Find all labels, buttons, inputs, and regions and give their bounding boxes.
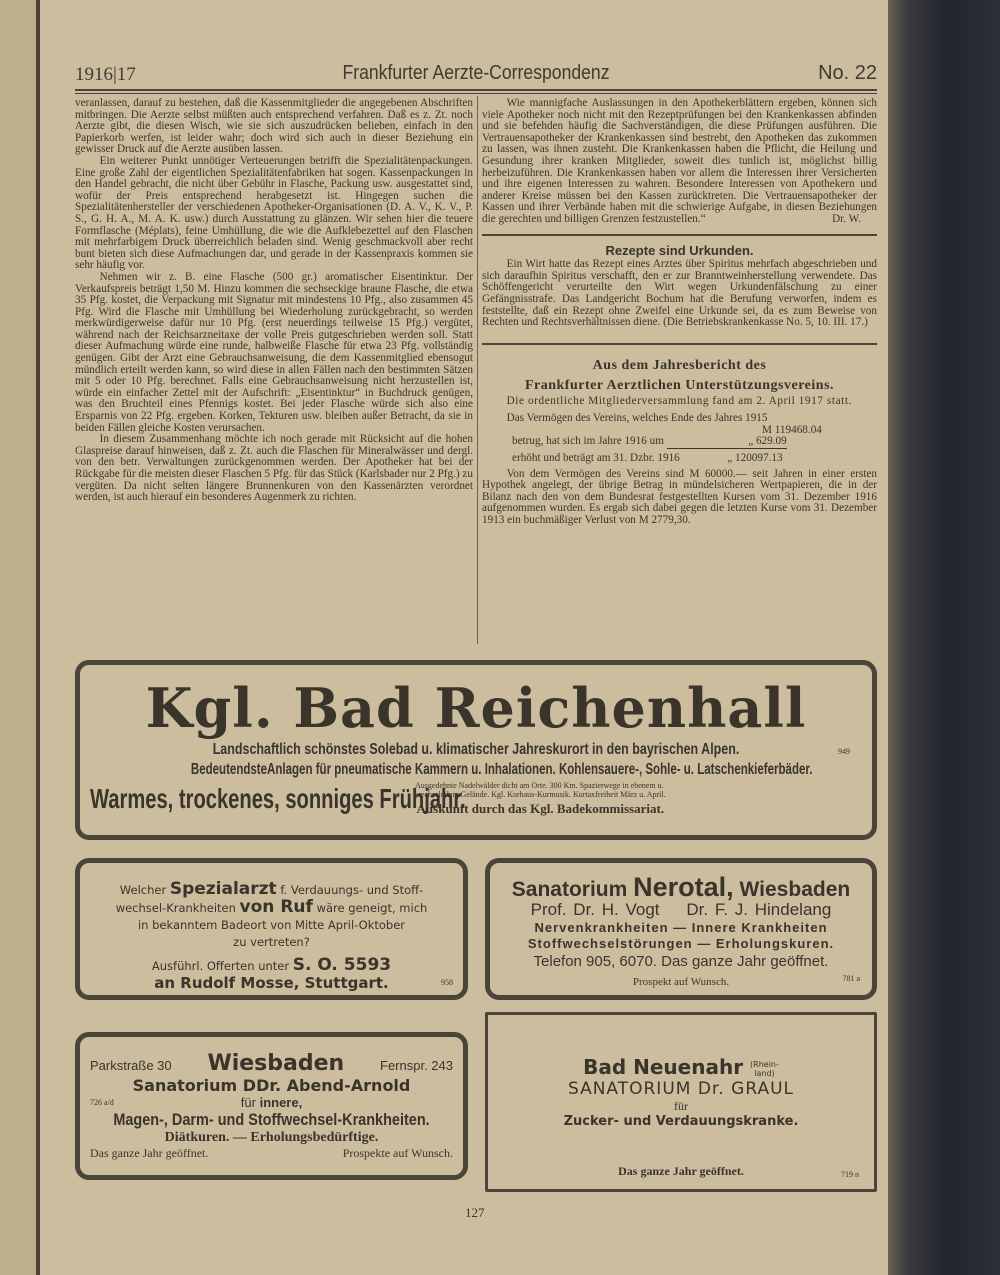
divider [482,343,877,346]
signature: Dr. W. [832,212,861,225]
book-binding [888,0,1000,1275]
previous-page-edge [0,0,36,1275]
page-header [75,60,877,86]
amount-1916: „ 629.09 [667,436,787,449]
volume-year: 1916|17 [75,64,136,85]
issue-number: No. 22 [818,62,877,84]
divider [482,234,877,237]
paragraph: Die ordentliche Mitgliederversammlung fand am 2. April 1917 statt. [506,394,852,407]
ad-sanatorium-nerotal: Sanatorium Nerotal, Wiesbaden Prof. Dr. H. Vogt Dr. F. J. Hindelang Nervenkrankheiten — Innere Krankheiten Stoffwechselstörungen — Erholungskuren. Telefon 905, 6070. Das ganze Jahr geöffnet. Prospekt auf Wunsch. 781 a [485,858,877,1000]
page-number: 127 [465,1205,485,1220]
header-rule [75,89,877,94]
right-column [482,98,877,527]
paragraph: In diesem Zusammenhang möchte ich noch gerade mit Rücksicht auf die hohen Glaspreise darauf hinweisen, daß z. Zt. auch die Flaschen für Mineralwässer und dergl. von den betr. Verwaltungen zurückgenommen werden. Der Apotheker hat bei der Rückgabe für die meisten dieser Flaschen 5 Pfg. für das Stück (Karlsbader nur 2 Pfg.) zu vergüten. Da nicht selten längere Brunnenkuren von den Kassenärzten verordnet werden, ist auch hierauf ein besonderes Augenmerk zu richten. [75,433,473,504]
balance-table: M 119468.04 betrug, hat sich im Jahre 1916 um „ 629.09 erhöht und beträgt am 31. Dzbr. 1916 „ 120097.13 [482,425,877,465]
paragraph: Nehmen wir z. B. eine Flasche (500 gr.) aromatischer Eisentinktur. Der Verkaufspreis beträgt 1,50 M. Hinzu kommen die sechseckige braune Flasche, die etwa 35 Pfg. kostet, die Verpackung mit Signatur mit mindestens 10 Pfg., also zusammen 45 Pfg. Wird die Flasche mit Umhüllung bei Wiederholung zurückgebracht, so werden merkwürdigerweise dafür nur 10 Pfg. (erst neuerdings teilweise 15 Pfg.) vergütet, während nach der Reichsarzneitaxe der volle Preis gutgeschrieben werden soll. Statt dieser Aufmachung würde eine runde, halbweiße Flasche für etwa 23 Pfg. vollständig genügen. Gibt der Arzt eine Gebrauchsanweisung, die dem Kassenmitglied ebensogut mündlich erteilt werden kann, so wird diese in allen Fällen nach den bestimmten Sätzen mit 5 oder 10 Pfg. berechnet. Falls eine Gebrauchsanweisung nicht herzustellen ist, würde ein einfacher Zettel mit der Aufschrift: „Eisentinktur“ in Buchdruck genügen, was den Bruchteil eines Pfennigs kostet. Bei jeder Flasche würde sich also eine Ersparnis von 22 Pfg. ergeben. Korken, Tekturen usw. bleiben außer Betracht, da sie in beiden Fällen gleiche Kosten verursachen. [75,270,473,434]
ad-sanatorium-abend-arnold: Parkstraße 30 Wiesbaden Fernspr. 243 Sanatorium DDr. Abend-Arnold 726 a/d für innere, Magen-, Darm- und Stoffwechsel-Krankheiten. Diätkuren. — Erholungsbedürftige. Das ganze Jahr geöffnet. Prospekte auf Wunsch. [75,1032,468,1180]
paragraph: veranlassen, darauf zu bestehen, daß die Kassenmitglieder die angegebenen Abschriften mitbringen. Die Aerzte selbst müßten auch entsprechend verfahren. Daß es z. Zt. noch Aerzte gibt, die diesen Wisch, wie sie sich auszudrücken belieben, einfach in den Papierkorb werfen, ist leider wahr; doch wird sich auch in dieser Beziehung ein gewisser Druck auf die Aerzte ausüben lassen. [75,97,473,156]
paragraph: Von dem Vermögen des Vereins sind M 60000.— seit Jahren in einer ersten Hypothek angelegt, der übrige Betrag in mündelsicheren Wertpapieren, die in der Bilanz nach den von dem Bundesrat festgestellten Kursen vom 31. Dezember 1916 aufgenommen wurden. Es ergab sich dabei gegen die letzten Kurse vom 31. Dezember 1913 ein buchmäßiger Verlust von M 2779,30. [482,467,877,527]
article-title: Aus dem Jahresbericht des [592,357,767,373]
ad-title: Kgl. Bad Reichenhall [145,676,807,740]
left-column [75,98,473,504]
amount-total: „ 120097.13 [727,452,783,465]
publication-title: Frankfurter Aerzte-Correspondenz [342,62,610,84]
article-subtitle: Frankfurter Aerztlichen Unterstützungsvereins. [524,377,835,393]
ad-slogan: Warmes, trockenes, sonniges Frühjahr. [90,783,466,814]
paragraph: Ein Wirt hatte das Rezept eines Arztes über Spiritus mehrfach abgeschrieben und sich daraufhin Spiritus verschafft, den er zur Branntweinherstellung verwendete. Das Schöffengericht verurteilte den Wirt wegen Urkundenfälschung zu einer Gefängnisstrafe. Das Landgericht Bochum hat die Berufung verworfen, indem es feststellte, daß ein Rezept ohne Zweifel eine Urkunde sei, da es zum Beweise von Rechten und Rechtsverhältnissen diene. (Die Betriebskrankenkasse No. 5, 10. III. 17.) [482,258,877,329]
ad-spezialarzt: Welcher Spezialarzt f. Verdauungs- und Stoff- wechsel-Krankheiten von Ruf wäre geneigt, mich in bekanntem Badeort von Mitte April-Oktober zu vertreten? Ausführl. Offerten unter S. O. 5593 an Rudolf Mosse, Stuttgart. 958 [75,858,468,1000]
ad-code: 949 [838,747,850,756]
ad-bad-neuenahr: Bad Neuenahr (Rhein- land) SANATORIUM Dr. GRAUL für Zucker- und Verdauungskranke. Das ganze Jahr geöffnet. 719 n [485,1012,877,1192]
ad-bad-reichenhall: Kgl. Bad Reichenhall Landschaftlich schönstes Solebad u. klimatischer Jahreskurort in den bayrischen Alpen. BedeutendsteAnlagen für pneumatische Kammern u. Inhalationen. Kohlensauere-, Sohle- u. Latschenkieferbäder. Warmes, trockenes, sonniges Frühjahr. Ausgedehnte Nadelwälder dicht am Orte. 300 Km. Spazierwege in ebenem u. wechselndem Gelände. Kgl. Kurhaus-Kurmusik. Kurtaxfreiheit März u. April. Auskunft durch das Kgl. Badekommissariat. 949 [75,660,877,840]
quote-paragraph: Wie mannigfache Auslassungen in den Apothekerblättern ergeben, können sich viele Apotheker noch nicht mit den Rezeptprüfungen bei den Krankenkassen abfinden und sie befehden häufig die Sachverständigen, die diese Prüfungen ausführen. Die Vertrauensapotheker der Krankenkassen sind bestrebt, den Apotheken das zukommen zu lassen, was ihnen zusteht. Die Krankenkassen haben die Pflicht, die Heilung und Gesundung ihrer kranken Mitglieder, soweit dies tunlich ist, möglichst billig herbeizuführen. Die Krankenkassen haben vor allem die Interessen ihrer Versicherten und ihre eigenen Interessen zu wahren. Besondere Interessen von Apothekern und anderer Kreise müssen bei den Kassen zurücktreten. Die Vertrauensapotheker der Kassen und ihrer Verbände haben mit die schwierige Aufgabe, in diesen Beziehungen die gerechten und billigen Grenzen festzustellen.“ Dr. W. [482,97,877,225]
paragraph: Ein weiterer Punkt unnötiger Verteuerungen betrifft die Spezialitätenpackungen. Eine große Zahl der eigentlichen Spezialitätenfabriken hat sogen. Kassenpackungen in den Handel gebracht, die nicht über Gebühr in Flasche, Packung usw. ausgestattet sind, wofür der Preis entsprechend herabgesetzt ist. Hingegen suchen die Spezialitätenhersteller der verschiedenen Apotheker-Organisationen (D. A. V., K. V., P. S., G. H. A., M. A. K. usw.) durch Ausstattung zu glänzen. Wir sehen hier die teuere Formflasche (Méplats), feine Umhüllung, die wie die Aufklebezettel auf den Flaschen mit mehrfarbigem Druck überreichlich beladen sind. Wenig geschmackvoll aber recht bunt bieten sich diese Aufmachungen dar, und gerade in der Kassenpraxis kommen sie sehr häufig vor. [75,154,473,272]
paragraph: Das Vermögen des Vereins, welches Ende des Jahres 1915 [506,412,768,425]
column-divider [477,96,478,644]
amount-1915: M 119468.04 [762,423,822,436]
article-title: Rezepte sind Urkunden. [605,242,754,258]
